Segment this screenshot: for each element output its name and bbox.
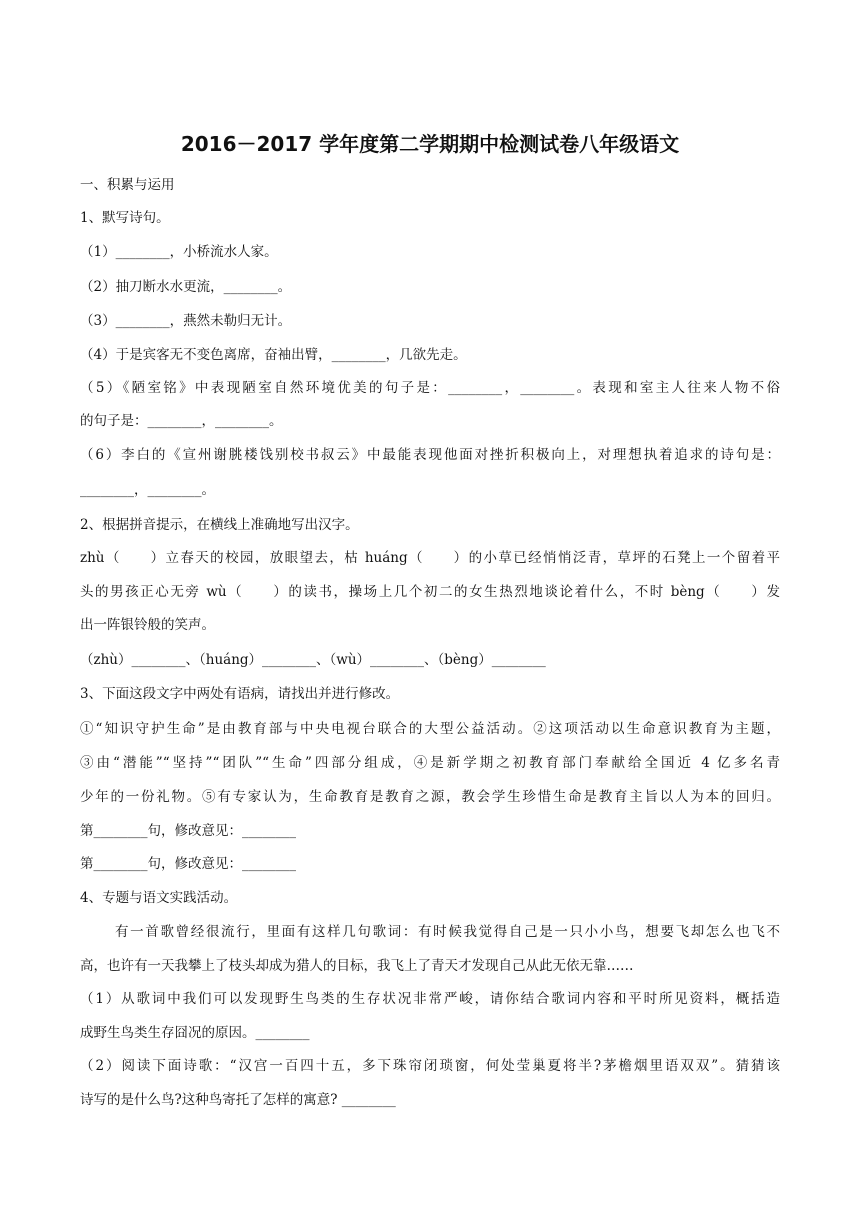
- page-title: 2016－2017 学年度第二学期期中检测试卷八年级语文: [180, 132, 680, 156]
- question-heading: 4、专题与语文实践活动。: [80, 890, 238, 906]
- lyrics-paragraph-line: 有一首歌曾经很流行，里面有这样几句歌词：有时候我觉得自己是一只小小鸟，想要飞却怎么也飞不: [115, 924, 780, 940]
- pinyin-paragraph-line: 出一阵银铃般的笑声。: [80, 617, 215, 633]
- passage-line: ①“知识守护生命”是由教育部与中央电视台联合的大型公益活动。②这项活动以生命意识教育为主题，: [80, 721, 780, 737]
- question-item: （4）于是宾客无不变色离席，奋袖出臂，________，几欲先走。: [80, 347, 467, 363]
- question-item: （2）阅读下面诗歌：“汉宫一百四十五，多下珠帘闭琐窗，何处莹巢夏将半?茅檐烟里语双双”。猜猜该: [80, 1058, 780, 1074]
- pinyin-paragraph-line: 头的男孩正心无旁 wù（ ）的读书，操场上几个初二的女生热烈地谈论着什么，不时 bèng（ ）发: [80, 584, 780, 600]
- question-item: （1）________，小桥流水人家。: [80, 244, 278, 260]
- answer-line: 第________句，修改意见：________: [80, 856, 296, 872]
- question-heading: 3、下面这段文字中两处有语病，请找出并进行修改。: [80, 686, 400, 702]
- question-item: （1）从歌词中我们可以发现野生鸟类的生存状况非常严峻，请你结合歌词内容和平时所见资料，概括造: [80, 991, 780, 1007]
- lyrics-paragraph-line: 高，也许有一天我攀上了枝头却成为猎人的目标，我飞上了青天才发现自己从此无依无靠……: [80, 958, 634, 974]
- question-heading: 1、默写诗句。: [80, 210, 170, 226]
- question-item: （2）抽刀断水水更流，________。: [80, 279, 292, 295]
- question-item-continued: 的句子是：________，________。: [80, 413, 283, 429]
- section-heading: 一、积累与运用: [80, 177, 175, 193]
- answer-line: （zhù）________、（huáng）________、（wù）________、（bèng）________: [80, 652, 546, 668]
- question-heading: 2、根据拼音提示，在横线上准确地写出汉字。: [80, 517, 359, 533]
- question-item: （5）《陋室铭》中表现陋室自然环境优美的句子是：________，________。表现和室主人往来人物不俗: [80, 380, 780, 396]
- passage-line: 少年的一份礼物。⑤有专家认为，生命教育是教育之源，教会学生珍惜生命是教育主旨以人为本的回归。: [80, 789, 780, 805]
- passage-line: ③由“潜能”“坚持”“团队”“生命”四部分组成，④是新学期之初教育部门奉献给全国近 4 亿多名青: [80, 755, 780, 771]
- question-item-continued: 成野生鸟类生存囧况的原因。________: [80, 1025, 310, 1041]
- pinyin-paragraph-line: zhù（ ）立春天的校园，放眼望去，枯 huáng（ ）的小草已经悄悄泛青，草坪的石凳上一个留着平: [80, 550, 780, 566]
- answer-line: 第________句，修改意见：________: [80, 823, 296, 839]
- question-item: （6）李白的《宣州谢朓楼饯别校书叔云》中最能表现他面对挫折积极向上，对理想执着追求的诗句是：: [80, 447, 780, 463]
- question-item-continued: 诗写的是什么鸟?这种鸟寄托了怎样的寓意? ________: [80, 1092, 396, 1108]
- question-item: （3）________，燕然未勒归无计。: [80, 313, 292, 329]
- question-item-continued: ________，________。: [80, 482, 215, 498]
